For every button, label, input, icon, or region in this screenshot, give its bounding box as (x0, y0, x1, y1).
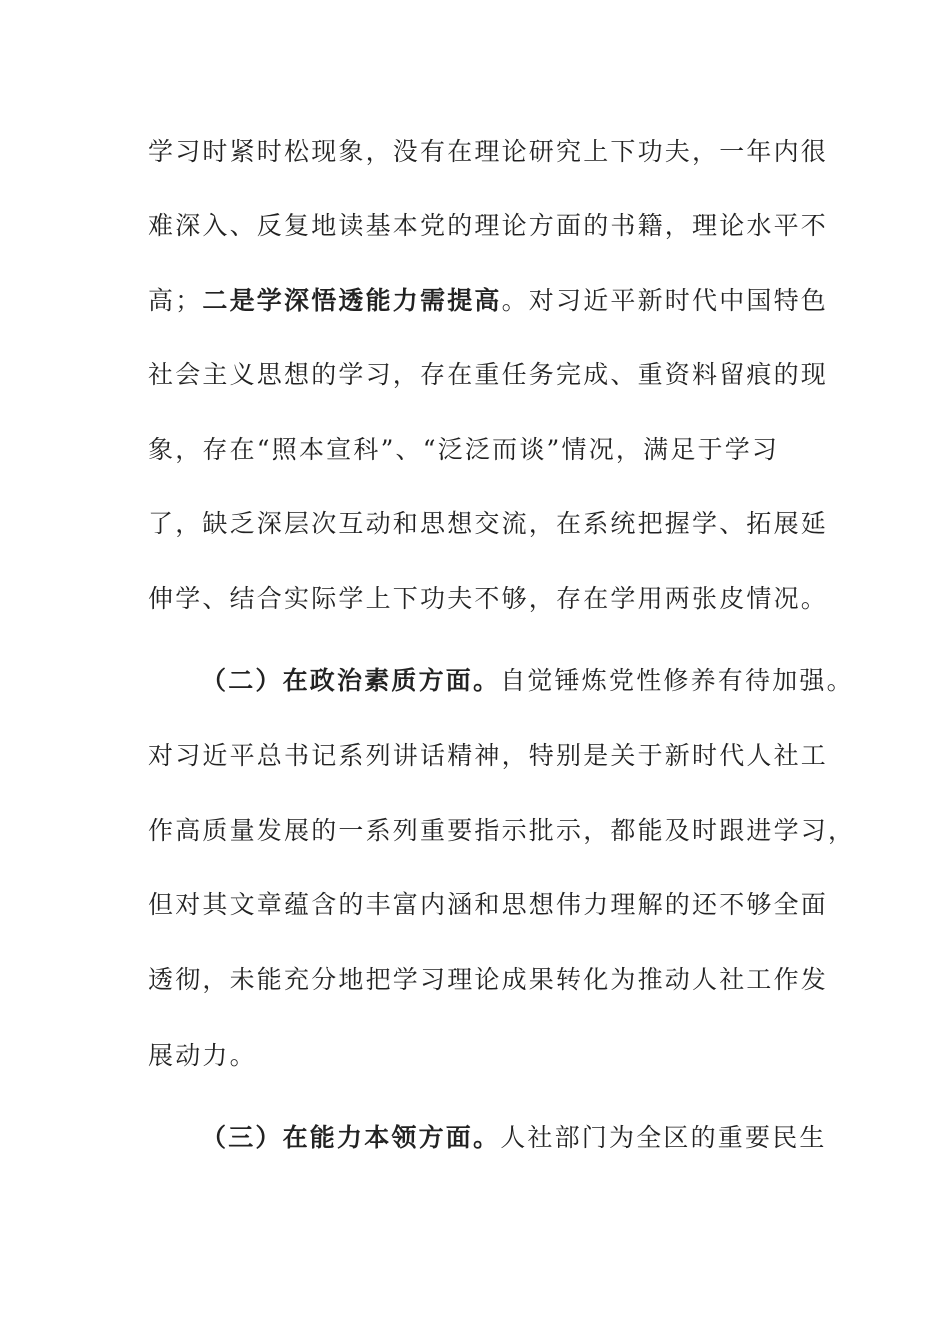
paragraph-line-13 (148, 1039, 808, 1073)
paragraph-line-7 (148, 582, 829, 616)
section-heading-3 (201, 1121, 861, 1155)
paragraph-line-4 (148, 358, 829, 392)
paragraph-line-12 (148, 963, 829, 997)
paragraph-line-1 (148, 135, 829, 169)
line-text: 社会主义思想的学习，存在重任务完成、重资料留痕的现 (148, 360, 829, 389)
section-title: （三）在能力本领方面。 (201, 1123, 501, 1152)
paragraph-line-10 (148, 814, 856, 848)
line-text: 自觉锤炼党性修养有待加强。 (500, 666, 854, 695)
paragraph-line-2 (148, 209, 829, 243)
line-text: 对习近平总书记系列讲话精神，特别是关于新时代人社工 (148, 741, 829, 770)
section-heading-2 (201, 664, 861, 698)
line-text: 展动力。 (148, 1041, 257, 1070)
paragraph-line-5 (148, 433, 808, 467)
paragraph-line-9 (148, 739, 829, 773)
line-text: 学习时紧时松现象，没有在理论研究上下功夫，一年内很 (148, 137, 829, 166)
line-text: 。对习近平新时代中国特色 (501, 286, 829, 315)
section-title: （二）在政治素质方面。 (201, 666, 501, 695)
line-text: 了，缺乏深层次互动和思想交流，在系统把握学、拓展延 (148, 509, 829, 538)
paragraph-line-6 (148, 507, 829, 541)
line-text: 透彻，未能充分地把学习理论成果转化为推动人社工作发 (148, 965, 829, 994)
line-text: 象，存在“照本宣科”、“泛泛而谈”情况，满足于学习 (148, 435, 780, 464)
line-text: 人社部门为全区的重要民生 (500, 1123, 827, 1152)
line-text: 难深入、反复地读基本党的理论方面的书籍，理论水平不 (148, 211, 829, 240)
paragraph-line-11 (148, 888, 829, 922)
bold-heading-phrase: 二是学深悟透能力需提高 (202, 286, 502, 315)
line-text: 作高质量发展的一系列重要指示批示，都能及时跟进学习， (148, 816, 856, 845)
line-text: 高； (148, 286, 203, 315)
paragraph-line-3 (148, 284, 829, 318)
line-text: 伸学、结合实际学上下功夫不够，存在学用两张皮情况。 (148, 584, 829, 613)
line-text: 但对其文章蕴含的丰富内涵和思想伟力理解的还不够全面 (148, 890, 829, 919)
